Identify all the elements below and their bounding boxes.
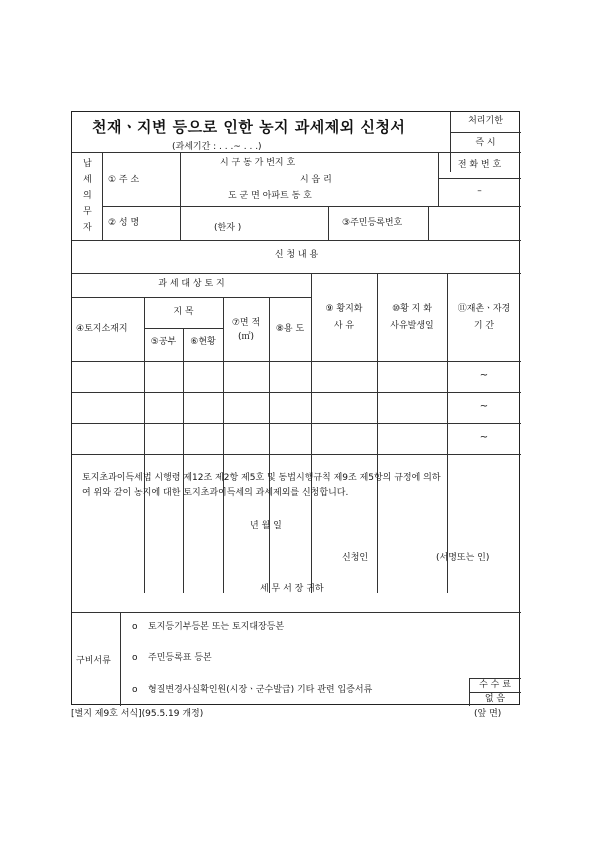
- phone-label: 전 화 번 호: [457, 160, 502, 170]
- form-title: 천재ㆍ지변 등으로 인한 농지 과세제외 신청서: [92, 118, 406, 136]
- table-row-3-period[interactable]: ~: [479, 432, 489, 443]
- col-use: ⑧용 도: [275, 324, 305, 334]
- table-row-2-period[interactable]: ~: [479, 401, 489, 412]
- col-area: ⑦면 적: [231, 318, 261, 328]
- application-date[interactable]: 년 월 일: [250, 521, 282, 531]
- target-land-header: 과 세 대 상 토 지: [158, 279, 225, 289]
- col-barren-reason-2: 사 유: [333, 321, 355, 331]
- col-official-register: ⑤공부: [150, 337, 177, 347]
- doc-bullet-2: o: [132, 653, 138, 663]
- doc-item-3: 형질변경사실확인원(시장ㆍ군수발급) 기타 관련 입증서류: [148, 685, 373, 695]
- col-land-category: 지 목: [173, 307, 194, 317]
- col-land-location: ④토지소재지: [76, 324, 128, 334]
- taxpayer-label-5: 자: [83, 223, 92, 233]
- table-row-1-period[interactable]: ~: [479, 370, 489, 381]
- form-number: [별지 제9호 서식](95.5.19 개정): [71, 709, 204, 719]
- doc-bullet-1: o: [132, 622, 138, 632]
- phone-value[interactable]: –: [477, 186, 482, 196]
- resident-no-label: ③주민등록번호: [342, 218, 403, 228]
- col-barren-reason: ⑨ 황지화: [325, 304, 363, 314]
- col-barren-date-2: 사유발생일: [390, 321, 434, 331]
- taxpayer-label-4: 무: [83, 207, 92, 217]
- signature-label[interactable]: (서명또는 인): [436, 553, 490, 563]
- page-side: (앞 면): [474, 709, 502, 719]
- doc-item-1: 토지등기부등본 또는 토지대장등본: [148, 622, 285, 632]
- applicant-label: 신청인: [342, 553, 369, 563]
- deadline-value: 즉 시: [475, 138, 496, 148]
- tax-period: (과세기간 : . . .~ . . .): [172, 142, 262, 152]
- taxpayer-label-1: 납: [83, 159, 92, 169]
- col-area-unit: (㎡): [237, 332, 255, 342]
- col-barren-date: ⑩황 지 화: [392, 304, 432, 314]
- fee-value: 없 음: [484, 694, 506, 704]
- content-heading: 신 청 내 용: [274, 250, 319, 260]
- col-farming-period: ⑪재촌ㆍ자경: [457, 304, 511, 314]
- taxpayer-label-2: 세: [83, 175, 92, 185]
- hanja-label: (한자 ): [214, 223, 242, 233]
- address-label: ① 주 소: [108, 175, 140, 185]
- form-frame: [71, 111, 520, 705]
- taxpayer-label-3: 의: [83, 191, 92, 201]
- name-label: ② 성 명: [108, 218, 140, 228]
- address-line-1: 시 구 동 가 번지 호: [220, 158, 296, 168]
- deadline-label: 처리기한: [468, 116, 503, 126]
- required-docs-label: 구비서류: [76, 656, 111, 666]
- addressee: 세 무 서 장 귀하: [260, 584, 324, 594]
- statement-line-2: 여 위와 같이 농지에 대한 토지초과이득세의 과세제외를 신청합니다.: [82, 488, 349, 498]
- doc-item-2: 주민등록표 등본: [148, 653, 212, 663]
- col-farming-period-2: 기 간: [473, 321, 495, 331]
- address-line-2: 시 읍 리: [300, 175, 332, 185]
- col-current-status: ⑥현황: [190, 337, 216, 347]
- doc-bullet-3: o: [132, 685, 138, 695]
- fee-label: 수 수 료: [479, 680, 511, 690]
- address-line-3: 도 군 면 아파트 동 호: [228, 191, 312, 201]
- statement-line-1: 토지초과이득세법 시행령 제12조 제2항 제5호 및 동법시행규칙 제9조 제5항의 규정에 의하: [82, 473, 441, 483]
